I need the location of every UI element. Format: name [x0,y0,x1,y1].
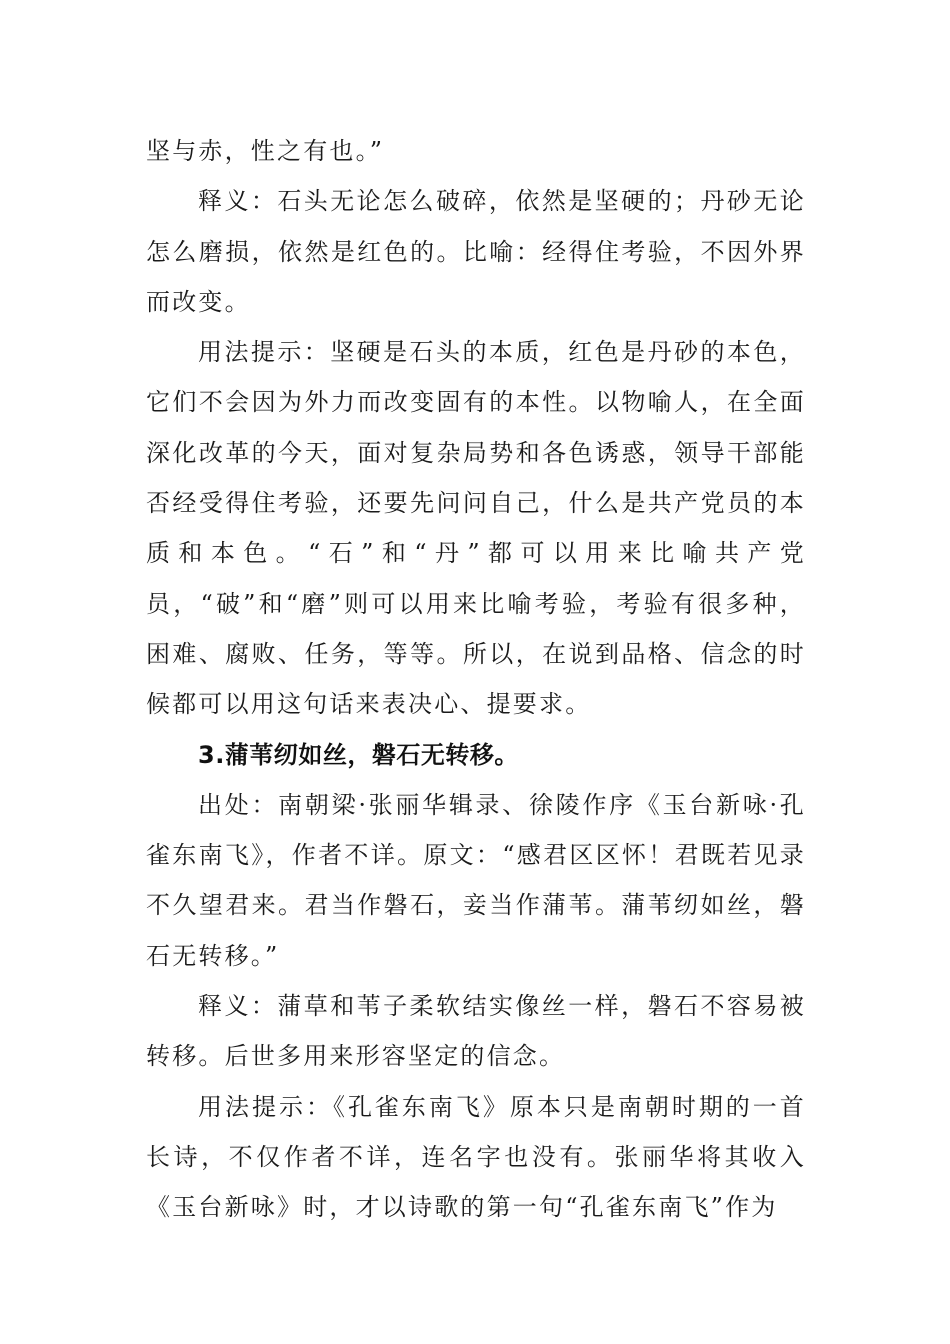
paragraph-quote-ending: 坚与赤，性之有也。” [146,137,385,165]
paragraph-explanation-3: 释义：蒲草和苇子柔软结实像丝一样，磐石不容易被转移。后世多用来形容坚定的信念。 [146,992,806,1071]
section-heading-3: 3.蒲苇纫如丝，磐石无转移。 [198,740,519,769]
paragraph-explanation-1: 释义：石头无论怎么破碎，依然是坚硬的；丹砂无论怎么磨损，依然是红色的。比喻：经得住考验，不因外界而改变。 [146,187,806,316]
paragraph-usage-tip-1: 用法提示：坚硬是石头的本质，红色是丹砂的本色，它们不会因为外力而改变固有的本性。以物喻人，在全面深化改革的今天，面对复杂局势和各色诱惑，领导干部能否经受得住考验，还要先问问自己，什么是共产党员的本质和本色。“石”和“丹”都可以用来比喻共产党员，“破”和“磨”则可以用来比喻考验，考验有很多种，困难、腐败、任务，等等。所以，在说到品格、信念的时候都可以用这句话来表决心、提要求。 [146,338,806,719]
document-body [146,126,806,1233]
paragraph-usage-tip-3: 用法提示：《孔雀东南飞》原本只是南朝时期的一首长诗，不仅作者不详，连名字也没有。张丽华将其收入《玉台新咏》时，才以诗歌的第一句“孔雀东南飞”作为 [146,1092,806,1222]
paragraph-source-3: 出处：南朝梁·张丽华辑录、徐陵作序《玉台新咏·孔雀东南飞》，作者不详。原文：“感君区区怀！君既若见录不久望君来。君当作磐石，妾当作蒲苇。蒲苇纫如丝，磐石无转移。” [146,790,806,970]
